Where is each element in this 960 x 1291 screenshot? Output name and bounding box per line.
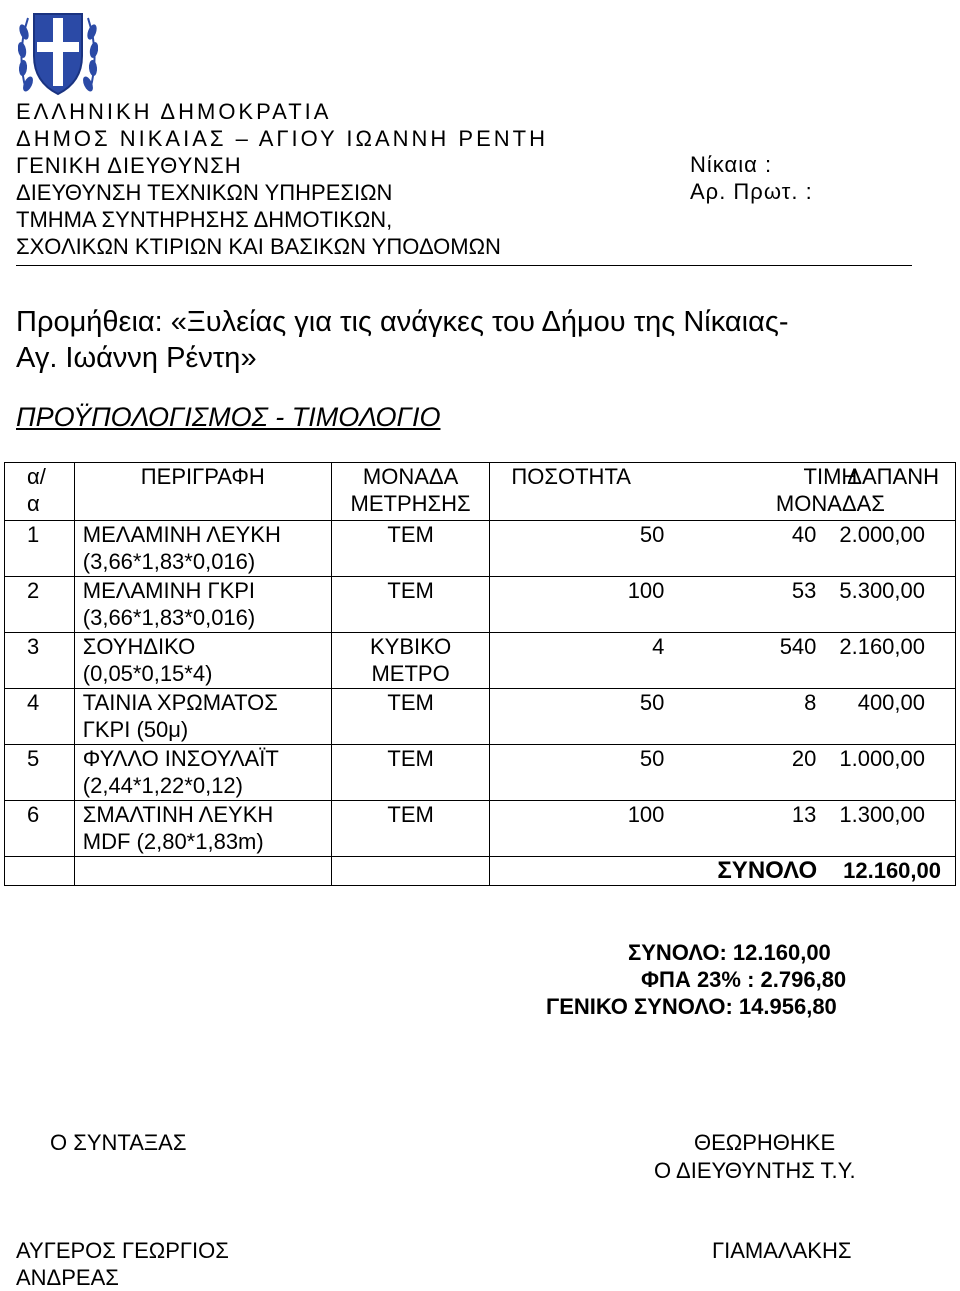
author-name: ΑΥΓΕΡΟΣ ΓΕΩΡΓΙΟΣ: [16, 1238, 229, 1263]
header-line-department: ΤΜΗΜΑ ΣΥΝΤΗΡΗΣΗΣ ΔΗΜΟΤΙΚΩΝ,: [16, 207, 393, 232]
sum-value: 12.160,00: [843, 858, 941, 883]
approved-title: ΘΕΩΡΗΘΗΚΕ: [694, 1130, 836, 1155]
row-unit: [331, 745, 490, 801]
header-unit-line2: ΜΕΤΡΗΣΗΣ: [350, 491, 471, 516]
row-numbers: [490, 577, 956, 633]
row-quantity: 4: [652, 634, 665, 659]
row-description: [74, 689, 331, 745]
row-unit-line2: ΜΕΤΡΟ: [371, 661, 450, 686]
header-line-country: ΕΛΛΗΝΙΚΗ ΔΗΜΟΚΡΑΤΙΑ: [16, 99, 332, 124]
header-numbers: [490, 463, 956, 521]
row-unit: [331, 521, 490, 577]
row-description-line1: ΦΥΛΛΟ ΙΝΣΟΥΛΑΪΤ: [82, 746, 279, 771]
table-row: [5, 633, 956, 689]
row-cost: 400,00: [857, 690, 925, 715]
row-numbers: [490, 801, 956, 857]
row-cost: 1.000,00: [839, 746, 925, 771]
row-description-line2: (2,44*1,22*0,12): [82, 773, 243, 798]
row-quantity: 50: [639, 746, 665, 771]
row-aa: 5: [5, 745, 75, 801]
row-aa: 2: [5, 577, 75, 633]
row-unit: [331, 577, 490, 633]
row-price: 20: [791, 746, 817, 771]
row-description: [74, 633, 331, 689]
row-description-line1: ΣΟΥΗΔΙΚΟ: [82, 634, 196, 659]
sum-label: ΣΥΝΟΛΟ: [717, 857, 818, 884]
row-numbers: [490, 633, 956, 689]
row-unit: [331, 633, 490, 689]
row-cost: 5.300,00: [839, 578, 925, 603]
row-numbers: [490, 745, 956, 801]
header-unit: [331, 463, 490, 521]
row-aa: 4: [5, 689, 75, 745]
author-title: Ο ΣΥΝΤΑΞΑΣ: [50, 1130, 187, 1155]
row-description-line1: ΣΜΑΛΤΙΝΗ ΛΕΥΚΗ: [82, 802, 274, 827]
row-aa: 1: [5, 521, 75, 577]
header-cost: ΔΑΠΑΝΗ: [847, 464, 939, 489]
row-description: [74, 521, 331, 577]
row-unit-line1: ΚΥΒΙΚΟ: [369, 634, 452, 659]
place-label: Νίκαια :: [690, 152, 773, 177]
row-description-line2: (3,66*1,83*0,016): [82, 605, 256, 630]
sum-empty-desc: [74, 857, 331, 886]
protocol-label: Αρ. Πρωτ. :: [690, 179, 813, 204]
row-quantity: 50: [639, 522, 665, 547]
row-aa: 6: [5, 801, 75, 857]
director-surname: ΓΙΑΜΑΛΑΚΗΣ: [712, 1238, 852, 1263]
grand-total: ΓΕΝΙΚΟ ΣΥΝΟΛΟ: 14.956,80: [546, 994, 837, 1019]
row-numbers: [490, 689, 956, 745]
row-quantity: 100: [627, 578, 665, 603]
vat-total: ΦΠΑ 23% : 2.796,80: [641, 967, 847, 992]
budget-title: ΠΡΟΫΠΟΛΟΓΙΣΜΟΣ - ΤΙΜΟΛΟΓΙΟ: [16, 402, 441, 432]
header-aa-line1: α/: [27, 464, 46, 489]
table-header-row: [5, 463, 956, 521]
row-unit-line1: ΤΕΜ: [387, 802, 434, 827]
row-description-line1: ΤΑΙΝΙΑ ΧΡΩΜΑΤΟΣ: [82, 690, 278, 715]
row-description-line2: MDF (2,80*1,83m): [82, 829, 264, 854]
row-price: 8: [804, 690, 817, 715]
subject-line-2: Αγ. Ιωάννη Ρέντη»: [16, 342, 257, 374]
row-unit: [331, 689, 490, 745]
row-description: [74, 745, 331, 801]
row-price: 53: [791, 578, 817, 603]
header-line-municipality: ΔΗΜΟΣ ΝΙΚΑΙΑΣ – ΑΓΙΟΥ ΙΩΑΝΝΗ ΡΕΝΤΗ: [16, 126, 548, 151]
header-aa-line2: α: [27, 491, 40, 516]
row-price: 40: [791, 522, 817, 547]
row-description-line2: (3,66*1,83*0,016): [82, 549, 256, 574]
header-aa: [5, 463, 75, 521]
header-price-line1: ΤΙΜΗ: [803, 464, 858, 489]
row-description-line2: ΓΚΡΙ (50μ): [82, 717, 189, 742]
row-description: [74, 577, 331, 633]
row-unit-line1: ΤΕΜ: [387, 690, 434, 715]
row-quantity: 100: [627, 802, 665, 827]
header-line-general-directorate: ΓΕΝΙΚΗ ΔΙΕΥΘΥΝΣΗ: [16, 153, 242, 178]
row-price: 540: [779, 634, 817, 659]
row-unit-line1: ΤΕΜ: [387, 522, 434, 547]
header-line-department-cont: ΣΧΟΛΙΚΩΝ ΚΤΙΡΙΩΝ ΚΑΙ ΒΑΣΙΚΩΝ ΥΠΟΔΟΜΩΝ: [16, 234, 501, 259]
row-description-line1: ΜΕΛΑΜΙΝΗ ΛΕΥΚΗ: [82, 522, 281, 547]
header-unit-line1: ΜΟΝΑΔΑ: [362, 464, 459, 489]
sum-empty-aa: [5, 857, 75, 886]
table-row: [5, 801, 956, 857]
table-row: [5, 689, 956, 745]
row-cost: 1.300,00: [839, 802, 925, 827]
sum-empty-unit: [331, 857, 490, 886]
header-price-line2: ΜΟΝΑΔΑΣ: [775, 491, 885, 516]
header-divider: [16, 265, 912, 266]
subtotal: ΣΥΝΟΛΟ: 12.160,00: [628, 940, 831, 965]
row-unit-line1: ΤΕΜ: [387, 746, 434, 771]
greek-emblem-icon: [18, 4, 98, 100]
director-name: ΑΝΔΡΕΑΣ: [16, 1265, 119, 1290]
sum-cell: [490, 857, 956, 886]
subject-line-1: Προμήθεια: «Ξυλείας για τις ανάγκες του Δήμου της Νίκαιας-: [16, 306, 789, 338]
table-sum-row: [5, 857, 956, 886]
row-numbers: [490, 521, 956, 577]
table-row: [5, 745, 956, 801]
row-cost: 2.000,00: [839, 522, 925, 547]
header-description: [74, 463, 331, 521]
row-unit: [331, 801, 490, 857]
row-quantity: 50: [639, 690, 665, 715]
budget-table: [4, 462, 956, 886]
row-unit-line1: ΤΕΜ: [387, 578, 434, 603]
director-title: Ο ΔΙΕΥΘΥΝΤΗΣ Τ.Υ.: [654, 1158, 856, 1183]
table-row: [5, 577, 956, 633]
header-line-directorate: ΔΙΕΥΘΥΝΣΗ ΤΕΧΝΙΚΩΝ ΥΠΗΡΕΣΙΩΝ: [16, 180, 393, 205]
row-description-line1: ΜΕΛΑΜΙΝΗ ΓΚΡΙ: [82, 578, 256, 603]
header-quantity: ΠΟΣΟΤΗΤΑ: [511, 464, 631, 489]
row-aa: 3: [5, 633, 75, 689]
row-description: [74, 801, 331, 857]
row-cost: 2.160,00: [839, 634, 925, 659]
row-price: 13: [791, 802, 817, 827]
header-description-text: ΠΕΡΙΓΡΑΦΗ: [140, 464, 265, 489]
table-row: [5, 521, 956, 577]
row-description-line2: (0,05*0,15*4): [82, 661, 213, 686]
